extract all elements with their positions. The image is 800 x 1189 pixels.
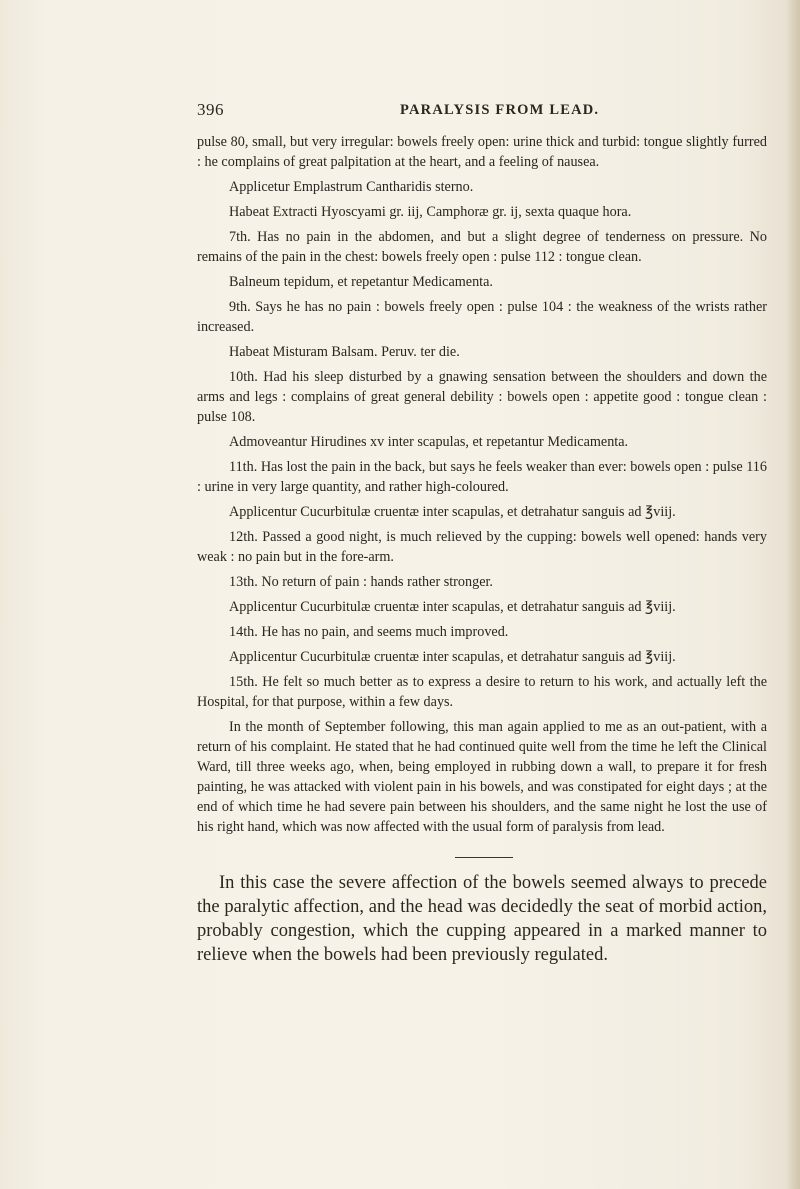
paragraph: 12th. Passed a good night, is much relieved by the cupping: bowels well opened: hands very weak : no pain but in the fore-arm. — [197, 529, 767, 565]
prescription: Habeat Misturam Balsam. Peruv. ter die. — [229, 344, 460, 360]
paragraph: pulse 80, small, but very irregular: bowels freely open: urine thick and turbid: tongue slightly furred : he complains of great palpitation at the heart, and a feeling of nausea. — [197, 134, 767, 170]
prescription: Applicetur Emplastrum Cantharidis sterno. — [229, 179, 474, 195]
closing-paragraph: In this case the severe affection of the bowels seemed always to precede the paralytic affection, and the head was decidedly the seat of morbid action, probably congestion, which the cupping appeared in a marked manner to relieve when the bowels had been previously regulated. — [197, 873, 767, 965]
prescription: Applicentur Cucurbitulæ cruentæ inter scapulas, et detrahatur sanguis ad ℥viij. — [229, 649, 676, 665]
paragraph: 10th. Had his sleep disturbed by a gnawing sensation between the shoulders and down the arms and legs : complains of great general debility : bowels open : appetite good : tongue clean : pulse 108. — [197, 369, 767, 425]
case-notes — [197, 132, 767, 842]
paragraph: 7th. Has no pain in the abdomen, and but a slight degree of tenderness on pressure. No remains of the pain in the chest: bowels freely open : pulse 112 : tongue clean. — [197, 229, 767, 265]
paragraph: 9th. Says he has no pain : bowels freely open : pulse 104 : the weakness of the wrists rather increased. — [197, 299, 767, 335]
prescription: Balneum tepidum, et repetantur Medicamenta. — [229, 274, 493, 290]
page-number: 396 — [197, 100, 224, 119]
prescription: Habeat Extracti Hyoscyami gr. iij, Camphoræ gr. ij, sexta quaque hora. — [229, 204, 632, 220]
prescription: Applicentur Cucurbitulæ cruentæ inter scapulas, et detrahatur sanguis ad ℥viij. — [229, 599, 676, 615]
paragraph: 13th. No return of pain : hands rather stronger. — [229, 574, 493, 590]
page-header — [197, 100, 767, 124]
paragraph: 14th. He has no pain, and seems much improved. — [229, 624, 509, 640]
page-edge-shadow — [786, 0, 800, 1189]
closing-remarks — [197, 871, 767, 967]
paragraph: In the month of September following, this man again applied to me as an out-patient, with a return of his complaint. He stated that he had continued quite well from the time he left the Clinical Ward, till three weeks ago, when, being employed in rubbing down a wall, to prepare it for fresh painting, he was attacked with violent pain in his bowels, and was constipated for eight days ; at the end of which time he had severe pain between his shoulders, and the same night he lost the use of his right hand, which was now affected with the usual form of paralysis from lead. — [197, 719, 767, 835]
paragraph: 15th. He felt so much better as to express a desire to return to his work, and actually left the Hospital, for that purpose, within a few days. — [197, 674, 767, 710]
paragraph: 11th. Has lost the pain in the back, but says he feels weaker than ever: bowels open : pulse 116 : urine in very large quantity, and rather high-coloured. — [197, 459, 767, 495]
prescription: Admoveantur Hirudines xv inter scapulas, et repetantur Medicamenta. — [229, 434, 629, 450]
running-title: PARALYSIS FROM LEAD. — [400, 102, 600, 118]
section-divider — [455, 857, 513, 858]
prescription: Applicentur Cucurbitulæ cruentæ inter scapulas, et detrahatur sanguis ad ℥viij. — [229, 504, 676, 520]
